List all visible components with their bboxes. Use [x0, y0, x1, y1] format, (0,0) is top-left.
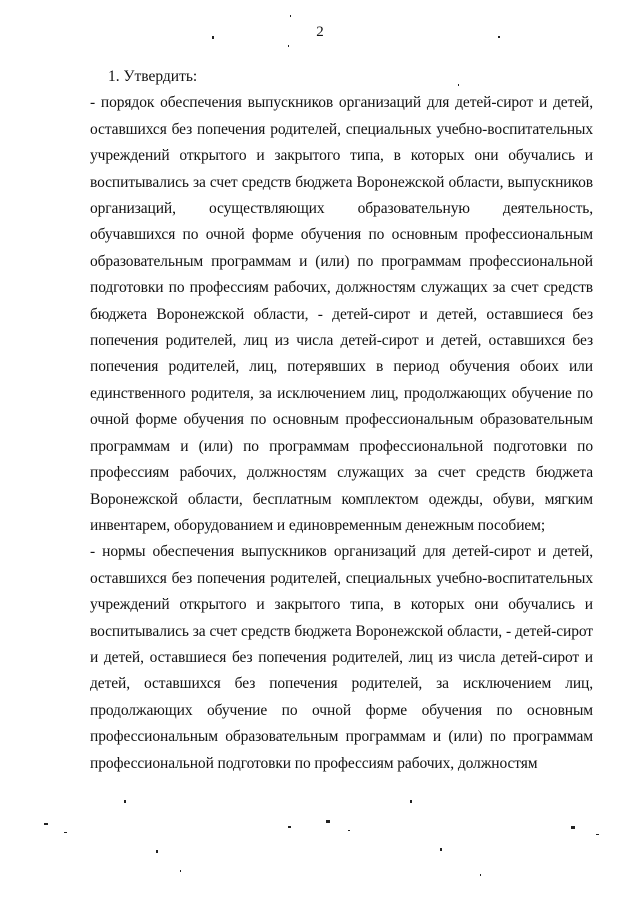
- item-heading: 1. Утвердить:: [108, 68, 198, 85]
- paragraph-procedure: - порядок обеспечения выпускников организаций для детей-сирот и детей, оставшихся без попечения родителей, специальных учебно-воспитательных учреждений открытого и закрытого типа, в которых они обучались и воспитывались за счет средств бюджета Воронежской области, выпускников организаций, осуществляющих образовательную деятельность, обучавшихся по очной форме обучения по основным профессиональным образовательным программам и (или) по программам профессиональной подготовки по профессиям рабочих, должностям служащих за счет средств бюджета Воронежской области, - детей-сирот и детей, оставшиеся без попечения родителей, лиц из числа детей-сирот и детей, оставшихся без попечения родителей, лиц, потерявших в период обучения обоих или единственного родителя, за исключением лиц, продолжающих обучение по очной форме обучения по основным профессиональным образовательным программам и (или) по программам профессиональной подготовки по профессиям рабочих, должностям служащих за счет средств бюджета Воронежской области, бесплатным комплектом одежды, обуви, мягким инвентарем, оборудованием и единовременным денежным пособием;: [90, 94, 593, 534]
- page-number: 2: [316, 24, 324, 40]
- document-body: [90, 64, 593, 777]
- paragraph-norms: - нормы обеспечения выпускников организаций для детей-сирот и детей, оставшихся без попечения родителей, специальных учебно-воспитательных учреждений открытого и закрытого типа, в которых они обучались и воспитывались за счет средств бюджета Воронежской области, - детей-сирот и детей, оставшиеся без попечения родителей, лиц из числа детей-сирот и детей, оставшихся без попечения родителей, за исключением лиц, продолжающих обучение по очной форме обучения по основным профессиональным образовательным программам и (или) по программам профессиональной подготовки по профессиям рабочих, должностям: [90, 543, 593, 772]
